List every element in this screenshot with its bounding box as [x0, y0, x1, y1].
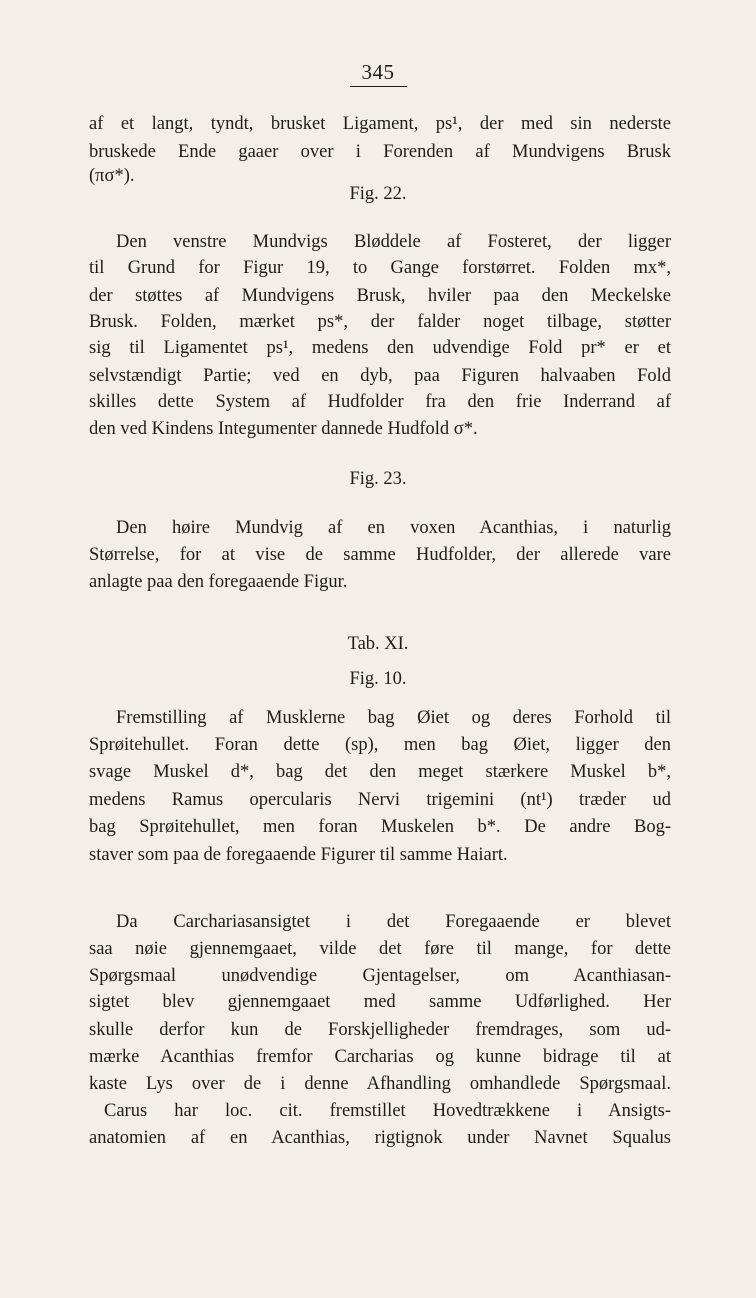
figure-heading: Fig. 23. [349, 469, 407, 489]
text-line: Den høire Mundvig af en voxen Acanthias, i naturlig [116, 518, 671, 538]
text-line: Brusk. Folden, mærket ps*, der falder noget tilbage, støtter [89, 312, 671, 332]
text-line: sig til Ligamentet ps¹, medens den udvendige Fold pr* er et [89, 338, 671, 358]
text-line: der støttes af Mundvigens Brusk, hviler paa den Meckelske [89, 286, 671, 306]
text-line: sigtet blev gjennemgaaet med samme Udførlighed. Her [89, 992, 671, 1012]
text-line: bruskede Ende gaaer over i Forenden af Mundvigens Brusk [89, 142, 671, 162]
page-number: 345 [0, 60, 756, 87]
text-line: skulle derfor kun de Forskjelligheder fremdrages, som ud- [89, 1020, 671, 1040]
text-line: Da Carchariasansigtet i det Foregaaende er blevet [116, 912, 671, 932]
figure-heading: Fig. 10. [349, 669, 407, 689]
plate-heading: Tab. XI. [347, 634, 409, 654]
text-line: saa nøie gjennemgaaet, vilde det føre til mange, for dette [89, 939, 671, 959]
text-line: Carus har loc. cit. fremstillet Hovedtrækkene i Ansigts- [104, 1101, 671, 1121]
text-line: skilles dette System af Hudfolder fra den frie Inderrand af [89, 392, 671, 412]
text-line: til Grund for Figur 19, to Gange forstørret. Folden mx*, [89, 258, 671, 278]
text-line: Spørgsmaal unødvendige Gjentagelser, om Acanthiasan- [89, 966, 671, 986]
text-line: den ved Kindens Integumenter dannede Hudfold σ*. [89, 419, 478, 439]
text-line: anlagte paa den foregaaende Figur. [89, 572, 348, 592]
text-line: Sprøitehullet. Foran dette (sp), men bag Øiet, ligger den [89, 735, 671, 755]
text-line: mærke Acanthias fremfor Carcharias og kunne bidrage til at [89, 1047, 671, 1067]
text-line: anatomien af en Acanthias, rigtignok under Navnet Squalus [89, 1128, 671, 1148]
text-line: svage Muskel d*, bag det den meget stærkere Muskel b*, [89, 762, 671, 782]
figure-heading: Fig. 22. [349, 184, 407, 204]
text-line: medens Ramus opercularis Nervi trigemini (nt¹) træder ud [89, 790, 671, 810]
text-line: Fremstilling af Musklerne bag Øiet og deres Forhold til [116, 708, 671, 728]
text-line: bag Sprøitehullet, men foran Muskelen b*. De andre Bog- [89, 817, 671, 837]
text-line: af et langt, tyndt, brusket Ligament, ps¹, der med sin nederste [89, 114, 671, 134]
text-line: (πσ*). [89, 166, 135, 186]
text-line: staver som paa de foregaaende Figurer til samme Haiart. [89, 845, 508, 865]
text-line: Den venstre Mundvigs Bløddele af Fosteret, der ligger [116, 232, 671, 252]
text-line: selvstændigt Partie; ved en dyb, paa Figuren halvaaben Fold [89, 366, 671, 386]
text-line: Størrelse, for at vise de samme Hudfolder, der allerede vare [89, 545, 671, 565]
text-line: kaste Lys over de i denne Afhandling omhandlede Spørgsmaal. [89, 1074, 671, 1094]
